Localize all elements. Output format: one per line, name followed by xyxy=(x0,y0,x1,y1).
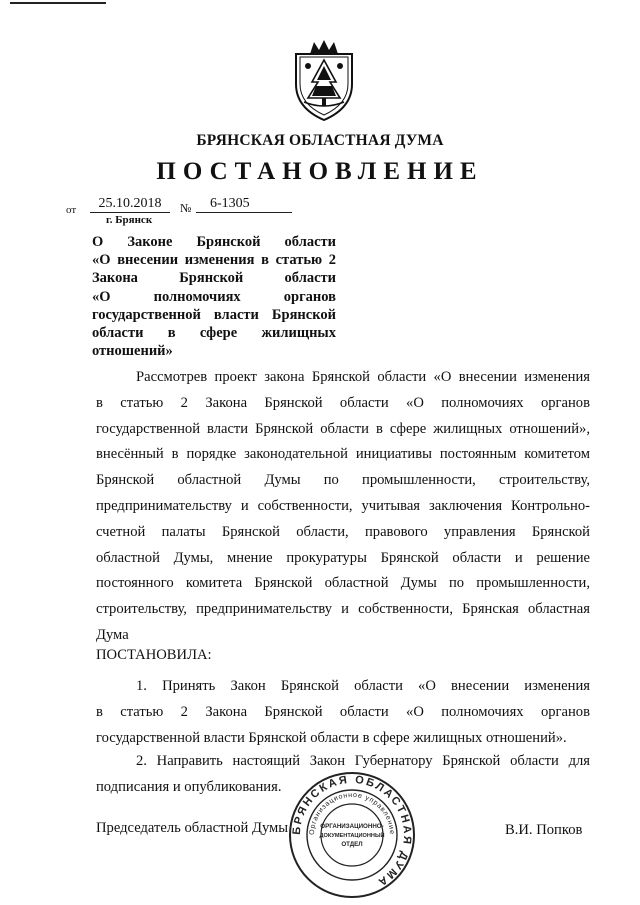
paragraph-line: Дума xyxy=(96,626,129,643)
resolved-heading: ПОСТАНОВИЛА: xyxy=(96,647,212,663)
top-margin-line xyxy=(10,2,106,4)
city: г. Брянск xyxy=(106,214,153,226)
paragraph-line: постоянного комитета Брянской областной Думы по промышленности, xyxy=(96,575,590,592)
preamble-paragraph xyxy=(96,365,590,649)
stamp-center-line: ОТДЕЛ xyxy=(341,841,363,848)
paragraph-line: 2. Направить настоящий Закон Губернатору Брянской области для xyxy=(136,753,590,769)
official-stamp-icon xyxy=(288,771,416,899)
title-line: отношений» xyxy=(92,343,173,360)
signatory-name: В.И. Попков xyxy=(505,822,583,838)
paragraph-line: государственной власти Брянской области в сфере жилищных отношений». xyxy=(96,729,567,746)
paragraph-line: Рассмотрев проект закона Брянской области «О внесении изменения xyxy=(136,369,590,385)
coat-of-arms-icon xyxy=(292,40,356,122)
paragraph-line: Брянской областной Думы по промышленности, строительству, xyxy=(96,472,590,489)
document-date: 25.10.2018 xyxy=(90,196,170,213)
stamp-center-line: ОРГАНИЗАЦИОННО- xyxy=(320,823,384,830)
resolution-item-1 xyxy=(96,674,590,751)
paragraph-line: строительству, предпринимательству и собственности, Брянская областная xyxy=(96,601,590,618)
date-prefix: от xyxy=(66,204,77,216)
stamp-center-line: ДОКУМЕНТАЦИОННЫЙ xyxy=(319,833,385,839)
stamp-inner-text: Организационное управление xyxy=(308,791,396,836)
paragraph-line: в статью 2 Закона Брянской области «О полномочиях органов xyxy=(96,703,590,720)
paragraph-line: государственной власти Брянской области в сфере жилищных отношений», xyxy=(96,420,590,437)
paragraph-line: счетной палаты Брянской области, правового управления Брянской xyxy=(96,523,590,540)
number-prefix: № xyxy=(180,201,192,215)
paragraph-line: предпринимательству и собственности, учитывая заключения Контрольно- xyxy=(96,497,590,514)
document-type: ПОСТАНОВЛЕНИЕ xyxy=(156,158,484,185)
title-line: «О внесении изменения в статью 2 xyxy=(92,252,336,269)
stamp-outer-text: БРЯНСКАЯ ОБЛАСТНАЯ ДУМА xyxy=(290,773,414,889)
title-line: «О полномочиях органов xyxy=(92,288,336,305)
paragraph-line: областной Думы, мнение прокуратуры Брянской области и решение xyxy=(96,549,590,566)
title-line: Закона Брянской области xyxy=(92,270,336,287)
paragraph-line: в статью 2 Закона Брянской области «О полномочиях органов xyxy=(96,394,590,411)
paragraph-line: подписания и опубликования. xyxy=(96,778,282,795)
document-title xyxy=(92,233,336,360)
organization-name: БРЯНСКАЯ ОБЛАСТНАЯ ДУМА xyxy=(196,132,444,149)
title-line: области в сфере жилищных xyxy=(92,325,336,342)
title-line: государственной власти Брянской xyxy=(92,306,336,323)
signatory-role: Председатель областной Думы xyxy=(96,820,289,836)
paragraph-line: 1. Принять Закон Брянской области «О внесении изменения xyxy=(136,678,590,694)
paragraph-line: внесённый в порядке законодательной инициативы постоянным комитетом xyxy=(96,446,590,463)
document-number: 6-1305 xyxy=(196,196,292,213)
title-line: О Законе Брянской области xyxy=(92,234,336,250)
